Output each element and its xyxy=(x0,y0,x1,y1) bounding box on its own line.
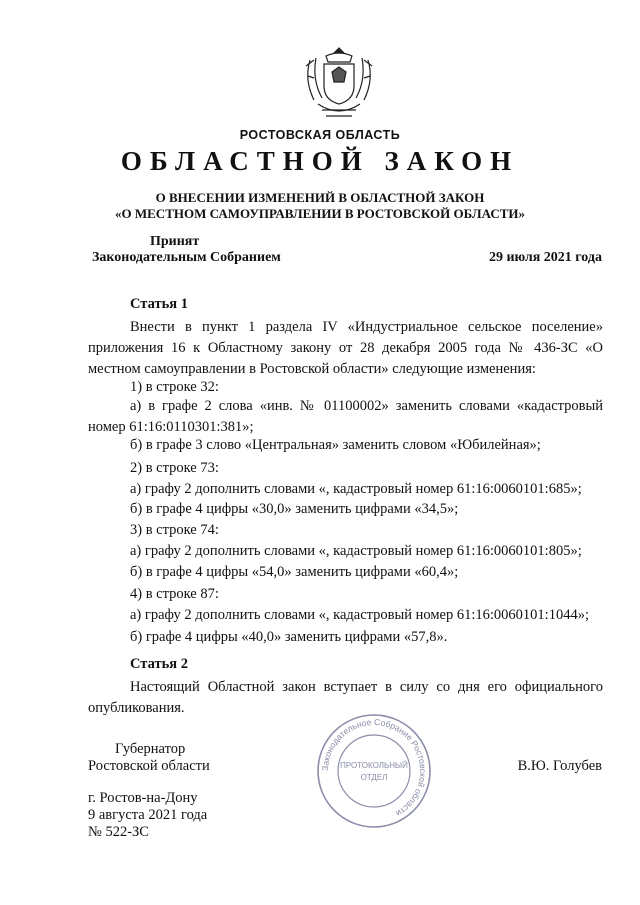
article-2-heading: Статья 2 xyxy=(130,656,188,672)
footer-law-number: № 522-ЗС xyxy=(88,824,149,840)
signatory-name: В.Ю. Голубев xyxy=(517,758,602,774)
article-2-text: Настоящий Областной закон вступает в силу со дня его официального опубликования. xyxy=(88,679,603,716)
footer-date: 9 августа 2021 года xyxy=(88,807,208,823)
signatory-position-line2: Ростовской области xyxy=(88,758,210,774)
list-item: а) графу 2 дополнить словами «, кадастровый номер 61:16:0060101:805»; xyxy=(130,543,582,559)
adopted-by: Законодательным Собранием xyxy=(92,250,281,265)
stamp-inner-line2: ОТДЕЛ xyxy=(360,773,388,782)
stamp-outer-text: Законодательное Собрание Ростовской области xyxy=(319,716,429,819)
list-item: 2) в строке 73: xyxy=(130,460,219,476)
list-item: 1) в строке 32: xyxy=(130,379,219,395)
law-type-title: ОБЛАСТНОЙ ЗАКОН xyxy=(120,146,520,176)
coat-of-arms-icon xyxy=(296,42,382,128)
official-stamp xyxy=(316,713,432,829)
list-item: б) в графе 3 слово «Центральная» заменить словом «Юбилейная»; xyxy=(130,437,541,453)
article-1-heading: Статья 1 xyxy=(130,296,188,312)
adoption-date: 29 июля 2021 года xyxy=(488,250,602,265)
list-item: б) в графе 4 цифры «30,0» заменить цифрами «34,5»; xyxy=(130,501,459,517)
list-item: б) графе 4 цифры «40,0» заменить цифрами «57,8». xyxy=(130,629,448,645)
signatory-position-line1: Губернатор xyxy=(115,741,186,757)
list-item: а) графу 2 дополнить словами «, кадастровый номер 61:16:0060101:685»; xyxy=(130,481,582,497)
adopted-label: Принят xyxy=(150,234,200,249)
list-item: 3) в строке 74: xyxy=(130,522,219,538)
list-item: а) графу 2 дополнить словами «, кадастровый номер 61:16:0060101:1044»; xyxy=(130,607,589,623)
list-item: а) в графе 2 слова «инв. № 01100002» заменить словами «кадастровый номер 61:16:0110301:381»; xyxy=(88,398,603,435)
list-item: 4) в строке 87: xyxy=(130,586,219,602)
article-1-intro: Внести в пункт 1 раздела IV «Индустриальное сельское поселение» приложения 16 к Областному закону от 28 декабря 2005 года № 436-ЗС «О местном самоуправлении в Ростовской области» следующие изменения: xyxy=(88,319,603,377)
law-subtitle-line2: «О МЕСТНОМ САМОУПРАВЛЕНИИ В РОСТОВСКОЙ ОБЛАСТИ» xyxy=(115,206,525,221)
stamp-inner-line1: ПРОТОКОЛЬНЫЙ xyxy=(340,761,408,770)
law-subtitle-line1: О ВНЕСЕНИИ ИЗМЕНЕНИЙ В ОБЛАСТНОЙ ЗАКОН xyxy=(155,190,485,205)
footer-city: г. Ростов-на-Дону xyxy=(88,790,198,806)
list-item: б) в графе 4 цифры «54,0» заменить цифрами «60,4»; xyxy=(130,564,459,580)
region-name: РОСТОВСКАЯ ОБЛАСТЬ xyxy=(239,128,401,142)
